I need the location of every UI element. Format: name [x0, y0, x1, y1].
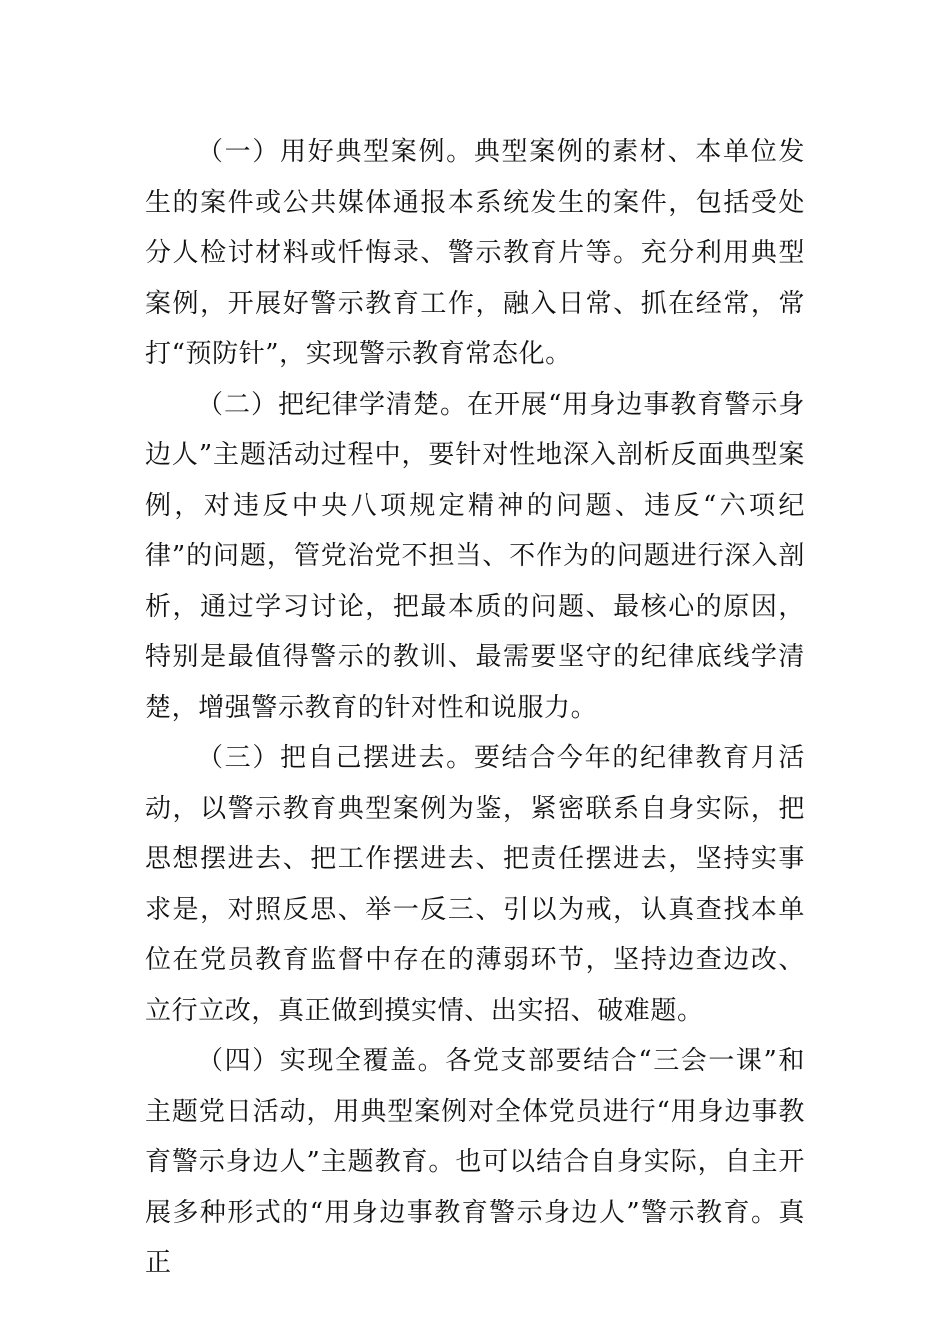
paragraph-typical-cases: （一）用好典型案例。典型案例的素材、本单位发生的案件或公共媒体通报本系统发生的案件，包括受处分人检讨材料或忏悔录、警示教育片等。充分利用典型案例，开展好警示教育工作，融入日常、抓在经常，常打“预防针”，实现警示教育常态化。: [145, 137, 805, 369]
document-body: [145, 127, 805, 1289]
paragraph-learn-discipline: （二）把纪律学清楚。在开展“用身边事教育警示身边人”主题活动过程中，要针对性地深入剖析反面典型案例，对违反中央八项规定精神的问题、违反“六项纪律”的问题，管党治党不担当、不作为的问题进行深入剖析，通过学习讨论，把最本质的问题、最核心的原因，特别是最值得警示的教训、最需要坚守的纪律底线学清楚，增强警示教育的针对性和说服力。: [145, 389, 805, 723]
paragraph-self-reflection: （三）把自己摆进去。要结合今年的纪律教育月活动，以警示教育典型案例为鉴，紧密联系自身实际，把思想摆进去、把工作摆进去、把责任摆进去，坚持实事求是，对照反思、举一反三、引以为戒，认真查找本单位在党员教育监督中存在的薄弱环节，坚持边查边改、立行立改，真正做到摸实情、出实招、破难题。: [145, 743, 805, 1026]
paragraph-full-coverage: （四）实现全覆盖。各党支部要结合“三会一课”和主题党日活动，用典型案例对全体党员进行“用身边事教育警示身边人”主题教育。也可以结合自身实际，自主开展多种形式的“用身边事教育警示身边人”警示教育。真正: [145, 1046, 805, 1278]
